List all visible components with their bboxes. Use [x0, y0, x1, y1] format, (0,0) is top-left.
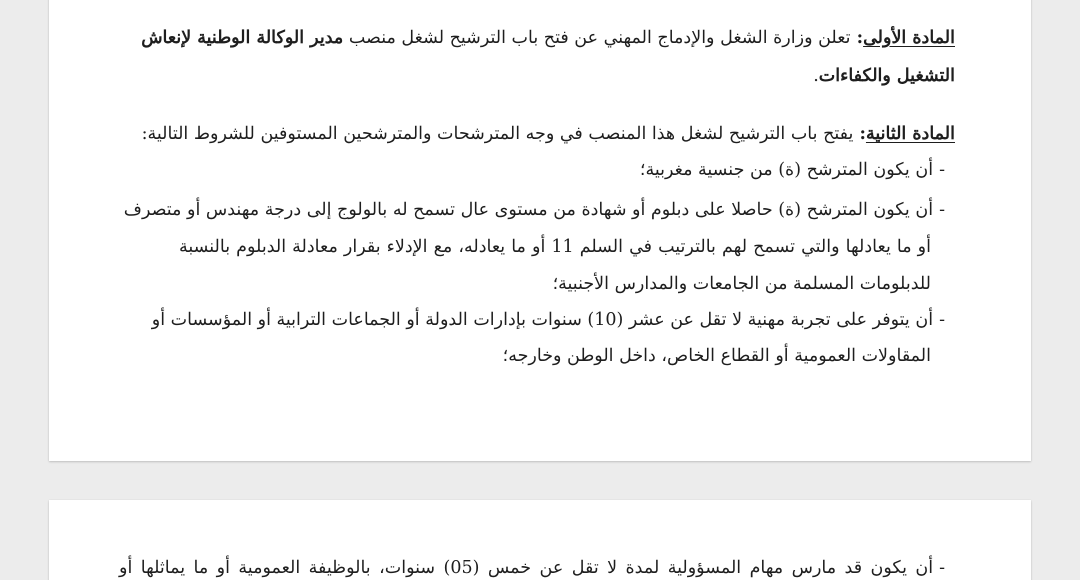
condition-1	[640, 160, 945, 180]
article-1-line-2: التشغيل والكفاءات.	[813, 66, 955, 86]
article-1-agency-name: التشغيل والكفاءات	[818, 66, 955, 86]
document-page-1	[49, 0, 1031, 461]
article-1-label: المادة الأولى	[863, 28, 955, 48]
bullet-mark: -	[939, 310, 945, 330]
article-2-label: المادة الثانية	[865, 124, 955, 144]
condition-2-line-2	[179, 237, 931, 257]
bullet-mark: -	[939, 558, 945, 578]
condition-3-text-2: المقاولات العمومية أو القطاع الخاص، داخل الوطن وخارجه؛	[502, 346, 931, 366]
document-page-2	[49, 500, 1031, 580]
condition-3-line-1	[151, 310, 945, 330]
article-2-line: المادة الثانية: يفتح باب الترشيح لشغل هذا المنصب في وجه المترشحات والمترشحين المستوفين للشروط التالية:	[141, 124, 955, 144]
condition-1-text: أن يكون المترشح (ة) من جنسية مغربية؛	[639, 160, 934, 180]
article-2-text: يفتح باب الترشيح لشغل هذا المنصب في وجه المترشحات والمترشحين المستوفين للشروط التالية:	[141, 124, 854, 144]
bullet-mark: -	[939, 160, 945, 180]
condition-3-text-1: أن يتوفر على تجربة مهنية لا تقل عن عشر (10) سنوات بإدارات الدولة أو الجماعات الترابية أو المؤسسات أو	[151, 310, 934, 330]
article-1-text: تعلن وزارة الشغل والإدماج المهني عن فتح باب الترشيح لشغل منصب	[343, 28, 851, 48]
condition-2-line-3	[553, 274, 931, 294]
condition-2-text-3: للدبلومات المسلمة من الجامعات والمدارس الأجنبية؛	[552, 274, 931, 294]
condition-2-text-2: أو ما يعادلها والتي تسمح لهم بالترتيب في السلم 11 أو ما يعادله، مع الإدلاء بقرار معادلة الدبلوم بالنسبة	[179, 237, 931, 257]
condition-2-text-1: أن يكون المترشح (ة) حاصلا على دبلوم أو شهادة من مستوى عال تسمح له بالولوج إلى درجة مهندس أو متصرف	[123, 200, 934, 220]
condition-4-text-1: أن يكون قد مارس مهام المسؤولية لمدة لا تقل عن خمس (05) سنوات، بالوظيفة العمومية أو ما يماثلها أو	[119, 558, 934, 578]
article-1-line-1: المادة الأولى: تعلن وزارة الشغل والإدماج المهني عن فتح باب الترشيح لشغل منصب مدير الوكالة الوطنية لإنعاش	[141, 28, 955, 48]
bullet-mark: -	[939, 200, 945, 220]
article-1-position-title: مدير الوكالة الوطنية لإنعاش	[141, 28, 344, 48]
condition-2-line-1	[123, 200, 945, 220]
condition-3-line-2	[503, 346, 931, 366]
condition-4-line-1	[119, 558, 945, 578]
